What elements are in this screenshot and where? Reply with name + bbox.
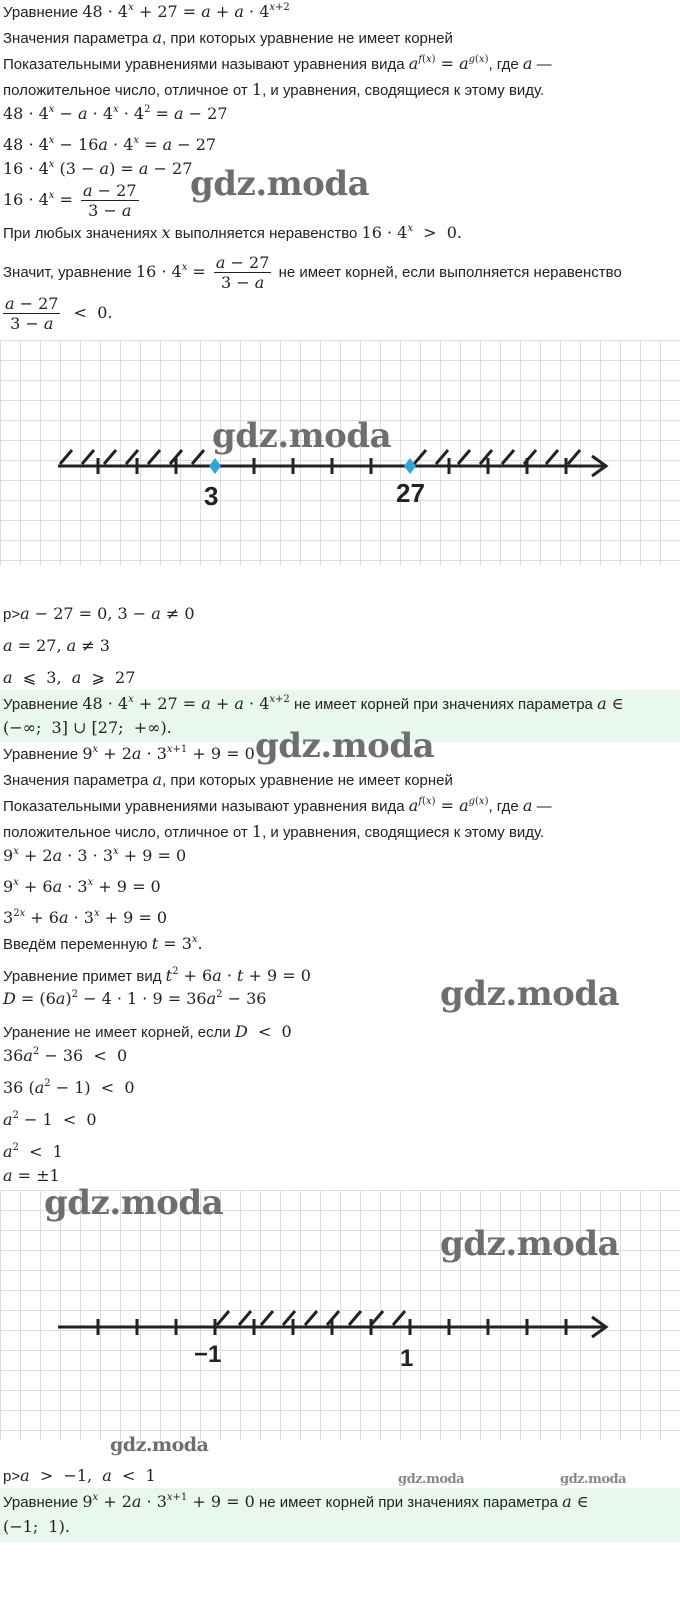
watermark-logo: gdz.moda [398, 1472, 465, 1487]
watermark-logo: gdz.moda [440, 1224, 620, 1264]
axis-label-minus-1: −1 [194, 1341, 222, 1368]
watermark-logo: gdz.moda [255, 726, 435, 766]
task1-answer: Уравнение $48 \cdot 4^x + 27 = a + a \cdot 4^{x+2}$ не имеет корней при значениях параметра a ∈ (−∞; 3] ∪ [27; +∞). [0, 690, 680, 742]
task1-title: Уравнение $48 \cdot 4^x + 27 = a + a \cdot 4^{x+2}$ [3, 2, 290, 21]
axis-label-1: 1 [400, 1345, 414, 1372]
task2-no-roots-if: Уранение не имеет корней, если D < 0 [3, 1022, 292, 1041]
task1-definition: Показательными уравнениями называют уравнения вида $a^{f(x)} = a^{g(x)}$, где a — [3, 54, 552, 73]
hatching-right [414, 450, 580, 464]
watermark-logo: gdz.moda [212, 416, 392, 456]
watermark-logo: gdz.moda [44, 1183, 224, 1223]
task2-intro-var: Введём переменную $t = 3^x$. [3, 934, 203, 953]
task2-step-2: $9^x + 6a \cdot 3^x + 9 = 0$ [3, 877, 161, 896]
task1-ranges: a ⩽ 3, a ⩾ 27 [3, 668, 136, 687]
watermark-logo: gdz.moda [440, 974, 620, 1014]
hatching-left [60, 450, 204, 464]
watermark-logo: gdz.moda [190, 164, 370, 204]
task2-step-5: 36 $(a^2 - 1) < 0$ [3, 1078, 135, 1097]
task2-step-7: $a^2 < 1$ [3, 1142, 63, 1161]
point-3 [209, 458, 221, 474]
watermark-logo: gdz.moda [110, 1434, 209, 1456]
task2-p-line: p>a > −1, a < 1 [3, 1466, 156, 1485]
task2-step-4: $36a^2 - 36 < 0$ [3, 1046, 128, 1065]
task1-definition-2: положительное число, отличное от 1, и уравнения, сводящиеся к этому виду. [3, 80, 545, 99]
task2-definition: Показательными уравнениями называют уравнения вида $a^{f(x)} = a^{g(x)}$, где a — [3, 796, 552, 815]
task1-any-values: При любых значениях x выполняется неравенство $16 \cdot 4^x > 0$. [3, 223, 462, 242]
task1-means: Значит, уравнение $16 \cdot 4^x$ = $\frac{a - 27}{3 - a}$ не имеет корней, если выполняется неравенство [3, 253, 622, 292]
task2-step-1: $9^x + 2a \cdot 3 \cdot 3^x + 9 = 0$ [3, 846, 187, 865]
task1-step-2: $48 \cdot 4^x - 16a \cdot 4^x = a - 27$ [3, 135, 217, 154]
task2-definition-2: положительное число, отличное от 1, и уравнения, сводящиеся к этому виду. [3, 822, 545, 841]
task1-step-1: $48 \cdot 4^x - a \cdot 4^x \cdot 4^2 = a - 27$ [3, 104, 228, 123]
task1-p-line: p>a − 27 = 0, 3 − a ≠ 0 [3, 604, 195, 623]
axis-label-27: 27 [396, 478, 425, 508]
task2-discriminant: $D = (6a)^2 - 4 \cdot 1 \cdot 9 = 36a^2 - 36$ [3, 989, 267, 1008]
watermark-logo: gdz.moda [560, 1472, 627, 1487]
axis-label-3: 3 [204, 481, 219, 511]
hatching-middle [217, 1311, 405, 1325]
task2-param-intro: Значения параметра a, при которых уравнение не имеет корней [3, 770, 453, 789]
task2-step-3: $3^{2x} + 6a \cdot 3^x + 9 = 0$ [3, 908, 168, 927]
task1-ineq: $\frac{a - 27}{3 - a}$ < 0. [5, 294, 113, 333]
task1-solutions: a = 27, a ≠ 3 [3, 636, 110, 655]
task2-takes-form: Уравнение примет вид $t^2 + 6a \cdot t + 9 = 0$ [3, 966, 311, 985]
point-27 [404, 458, 416, 474]
task1-param-intro: Значения параметра a, при которых уравнение не имеет корней [3, 28, 453, 47]
task1-step-3: $16 \cdot 4^x$ (3 − a) = a − 27 [3, 159, 193, 178]
task1-step-4: $16 \cdot 4^x$ = $\frac{a - 27}{3 - a}$ [3, 181, 137, 220]
task2-title: Уравнение $9^x + 2a \cdot 3^{x+1} + 9 = 0$ [3, 744, 255, 763]
task2-step-8: a = ±1 [3, 1166, 60, 1185]
task2-answer: Уравнение $9^x + 2a \cdot 3^{x+1} + 9 = 0$ не имеет корней при значениях параметра a ∈ (−1; 1). [0, 1488, 680, 1542]
eq-word: Уравнение [3, 4, 79, 21]
task2-step-6: $a^2 - 1 < 0$ [3, 1110, 97, 1129]
